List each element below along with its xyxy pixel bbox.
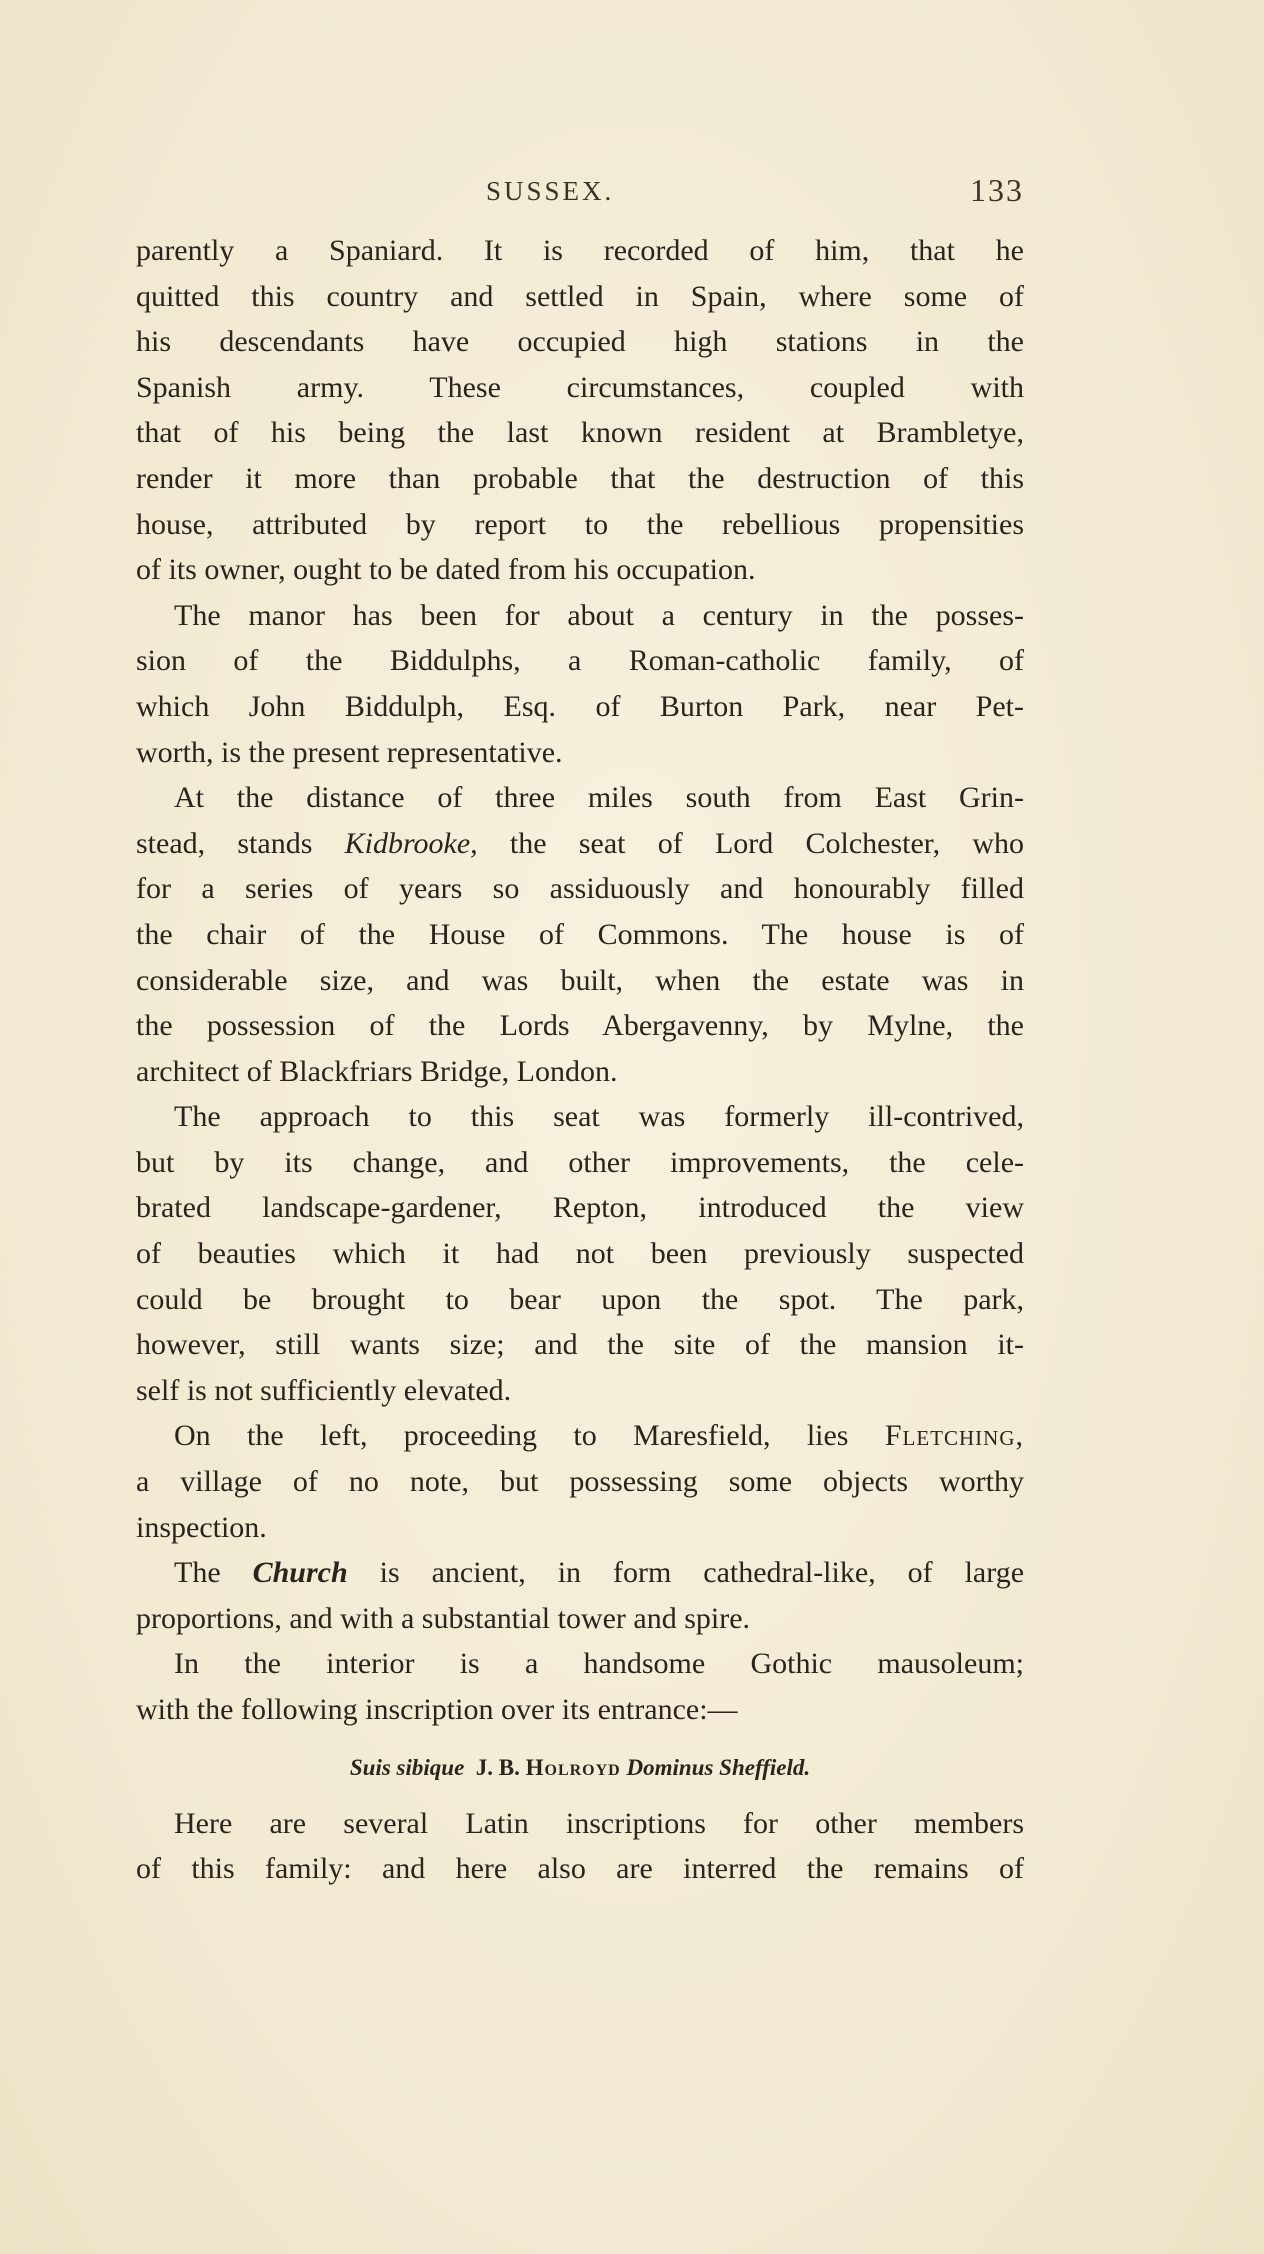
inscription-part: Dominus Sheffield. (626, 1754, 811, 1780)
text-line: with the following inscription over its entrance:— (136, 1693, 738, 1726)
text-fragment: On the left, proceeding to Maresfield, lies (174, 1419, 885, 1453)
italic-church: Church (252, 1556, 348, 1590)
text-line: a village of no note, but possessing some objects worthy (136, 1465, 1024, 1499)
paragraph-latin-inscriptions (136, 1801, 1024, 1892)
text-line: The manor has been for about a century in the posses- (174, 598, 1024, 632)
inscription (136, 1737, 1024, 1799)
text-line (136, 821, 1024, 867)
text-line: the chair of the House of Commons. The house is of (136, 917, 1024, 951)
running-head: SUSSEX. (486, 176, 615, 206)
text-line: brated landscape-gardener, Repton, introduced the view (136, 1191, 1024, 1225)
paragraph-interior (136, 1641, 1024, 1732)
paragraph-manor (136, 593, 1024, 775)
text-line: render it more than probable that the destruction of this (136, 461, 1024, 495)
text-line (136, 1413, 1024, 1459)
text-line: of beauties which it had not been previously suspected (136, 1237, 1024, 1271)
text-line: his descendants have occupied high stations in the (136, 325, 1024, 359)
paragraph-approach (136, 1094, 1024, 1413)
paragraph-fletching (136, 1413, 1024, 1550)
text-line: sion of the Biddulphs, a Roman-catholic family, of (136, 644, 1024, 678)
text-line: house, attributed by report to the rebellious propensities (136, 507, 1024, 541)
inscription-part: Holroyd (525, 1754, 621, 1780)
paragraph-kidbrooke (136, 775, 1024, 1094)
text-line: however, still wants size; and the site of the mansion it- (136, 1328, 1024, 1362)
text-line: proportions, and with a substantial tower and spire. (136, 1601, 751, 1635)
text-fragment: The (174, 1556, 253, 1590)
text-line: parently a Spaniard. It is recorded of him, that he (136, 234, 1024, 267)
page-number: 133 (970, 172, 1024, 208)
text-line: At the distance of three miles south from East Grin- (174, 781, 1024, 815)
text-line: quitted this country and settled in Spain, where some of (136, 279, 1024, 313)
text-fragment: stead, stands (136, 826, 345, 860)
text-line: inspection. (136, 1510, 267, 1544)
smallcaps-place-name: Fletching, (884, 1419, 1024, 1453)
text-line: that of his being the last known resident at Brambletye, (136, 416, 1024, 450)
text-line: Here are several Latin inscriptions for other members (174, 1806, 1024, 1840)
paragraph-church (136, 1550, 1024, 1641)
text-line: The approach to this seat was formerly ill-contrived, (174, 1100, 1024, 1134)
text-line: but by its change, and other improvements, the cele- (136, 1145, 1024, 1179)
text-line: worth, is the present representative. (136, 735, 563, 769)
text-line: could be brought to bear upon the spot. The park, (136, 1282, 1024, 1316)
italic-place-name: Kidbrooke, (344, 826, 478, 860)
body-text (136, 228, 1024, 1892)
page-header (136, 172, 1024, 216)
text-line: Spanish army. These circumstances, coupled with (136, 370, 1024, 404)
text-line: which John Biddulph, Esq. of Burton Park, near Pet- (136, 689, 1024, 723)
inscription-part: J. B. (475, 1754, 520, 1780)
text-line: for a series of years so assiduously and honourably filled (136, 872, 1024, 906)
text-line: In the interior is a handsome Gothic mausoleum; (174, 1647, 1024, 1681)
text-fragment: the seat of Lord Colchester, who (477, 826, 1024, 860)
text-fragment: is ancient, in form cathedral-like, of large (347, 1556, 1024, 1590)
text-line: the possession of the Lords Abergavenny, by Mylne, the (136, 1009, 1024, 1043)
text-line (136, 1550, 1024, 1596)
inscription-part: Suis sibique (349, 1754, 465, 1780)
text-line: of this family: and here also are interred the remains of (136, 1852, 1024, 1886)
text-line: considerable size, and was built, when the estate was in (136, 963, 1024, 997)
text-line: architect of Blackfriars Bridge, London. (136, 1054, 618, 1088)
text-line: self is not sufficiently elevated. (136, 1373, 512, 1407)
paragraph-continuation (136, 228, 1024, 593)
text-line: of its owner, ought to be dated from his occupation. (136, 553, 756, 587)
